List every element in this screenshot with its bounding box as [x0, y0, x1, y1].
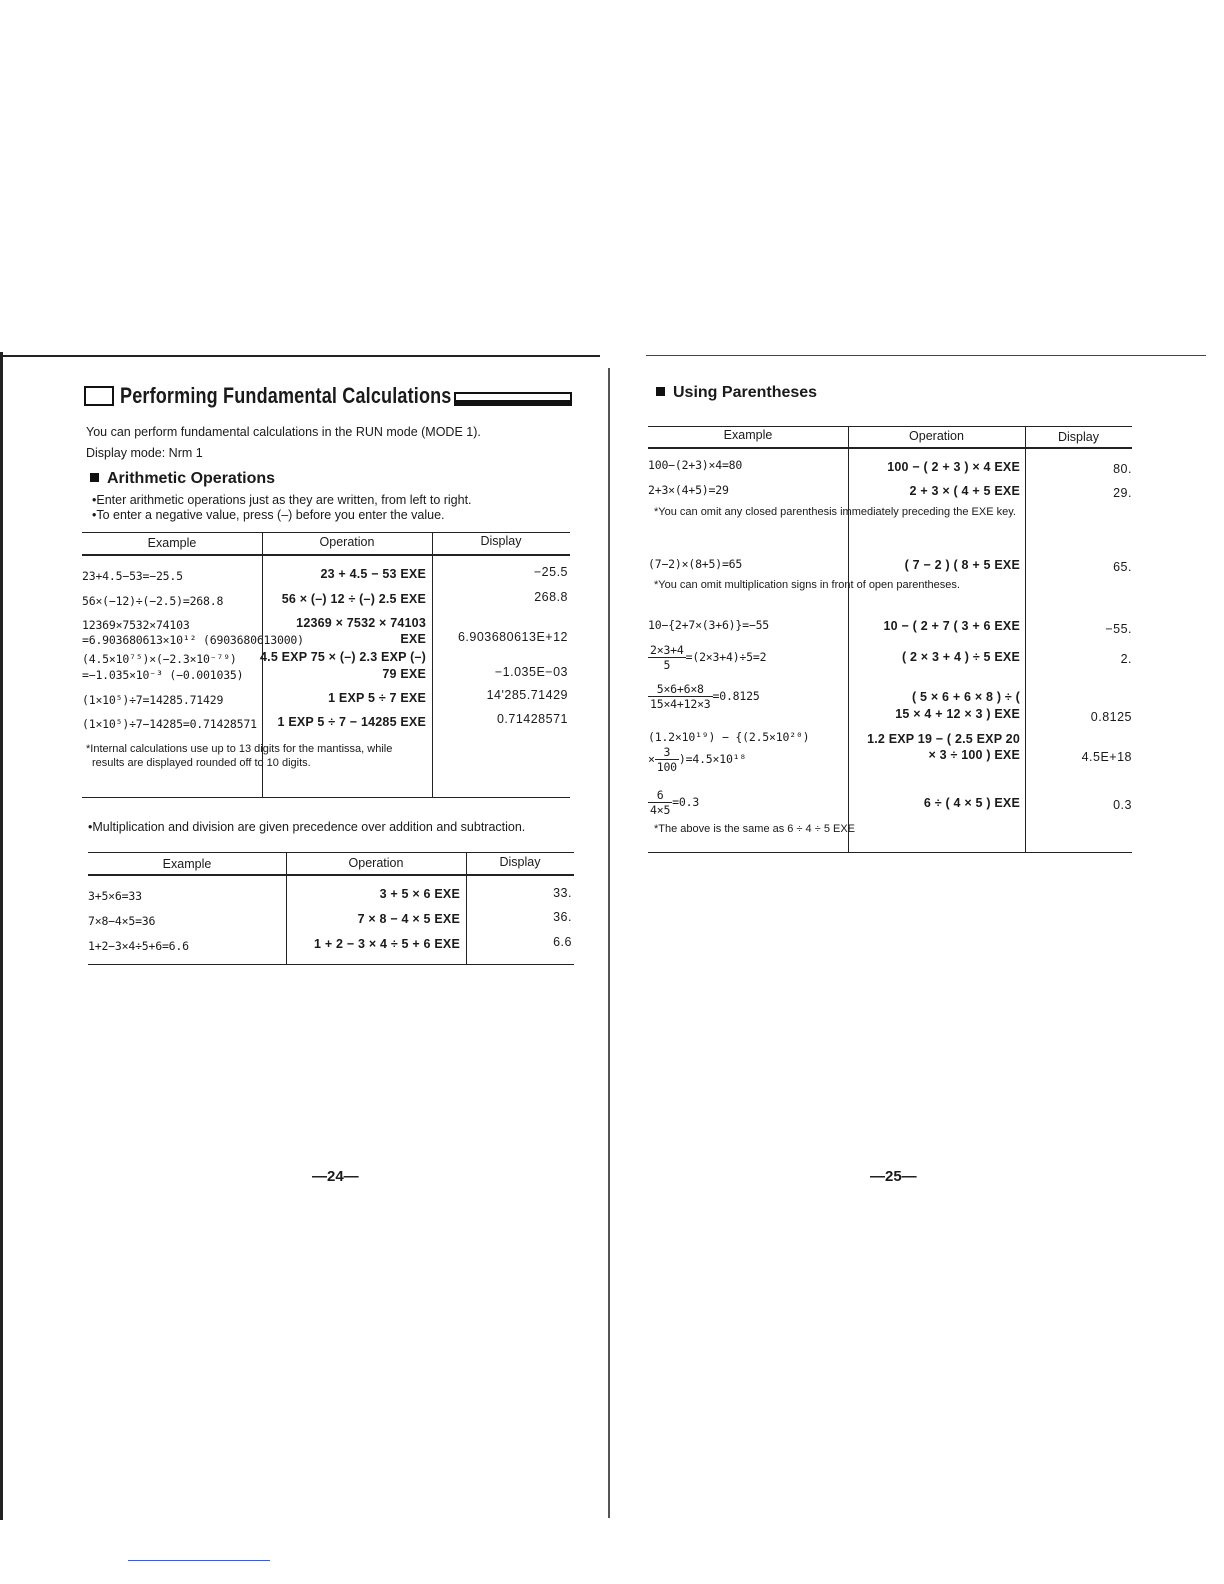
table-cell: =6.903680613×10¹² (6903680613000) — [82, 633, 304, 647]
table-cell: 33. — [553, 886, 572, 900]
table-cell: 80. — [1113, 462, 1132, 476]
table-cell: 15 × 4 + 12 × 3 ) EXE — [895, 707, 1020, 721]
table-cell: 12369×7532×74103 — [82, 618, 190, 632]
fraction-result: =(2×3+4)÷5=2 — [685, 650, 767, 664]
parentheses-table — [648, 426, 1132, 854]
fraction-numerator: 2×3+4 — [650, 643, 684, 657]
table-note: *You can omit multiplication signs in front of open parentheses. — [654, 579, 960, 591]
fraction-result: =0.8125 — [712, 689, 760, 703]
fraction-prefix: × — [648, 752, 655, 766]
table-bottom-rule — [648, 852, 1132, 853]
precedence-table — [88, 852, 574, 966]
table-note: *The above is the same as 6 ÷ 4 ÷ 5 EXE — [654, 823, 856, 835]
table-cell: 6 ÷ ( 4 × 5 ) EXE — [923, 796, 1020, 810]
table-cell: 65. — [1113, 560, 1132, 574]
fraction-numerator: 6 — [648, 788, 672, 803]
precedence-note: •Multiplication and division are given precedence over addition and subtraction. — [88, 820, 526, 834]
table-header-rule — [88, 874, 574, 876]
table-header-rule — [82, 554, 570, 556]
bullet-2: •To enter a negative value, press (–) before you enter the value. — [92, 508, 445, 522]
square-bullet-icon — [90, 473, 99, 482]
table-cell: ( 2 × 3 + 4 ) ÷ 5 EXE — [901, 650, 1020, 664]
arithmetic-heading — [90, 470, 275, 488]
table-cell: −1.035E−03 — [494, 665, 568, 679]
fraction-denominator: 5 — [663, 658, 671, 672]
intro-line-2: Display mode: Nrm 1 — [86, 446, 203, 460]
parentheses-heading — [656, 384, 817, 402]
table-cell: 1.2 EXP 19 − ( 2.5 EXP 20 — [867, 732, 1020, 746]
table-note: *Internal calculations use up to 13 digits for the mantissa, while — [86, 743, 393, 755]
fraction-denominator: 15×4+12×3 — [650, 697, 711, 711]
bullet-1: •Enter arithmetic operations just as they are written, from left to right. — [92, 493, 472, 507]
table-cell: 1+2−3×4÷5+6=6.6 — [88, 939, 189, 953]
title-decoration — [454, 392, 572, 406]
square-bullet-icon — [656, 387, 665, 396]
table-cell: 10 − ( 2 + 7 ( 3 + 6 EXE — [883, 619, 1020, 633]
fraction — [648, 682, 713, 711]
table-cell: 7 × 8 − 4 × 5 EXE — [357, 912, 460, 926]
left-page — [0, 0, 610, 1584]
table-cell: EXE — [400, 632, 426, 646]
fraction-denominator: 100 — [656, 760, 677, 774]
table-top-rule — [82, 532, 570, 533]
table-cell: × 3 ÷ 100 ) EXE — [928, 748, 1020, 762]
table-bottom-rule — [82, 797, 570, 798]
header-example: Example — [723, 428, 773, 442]
header-operation: Operation — [909, 429, 964, 443]
fraction — [648, 643, 686, 672]
table-cell: 2 + 3 × ( 4 + 5 EXE — [909, 484, 1020, 498]
fraction-example — [648, 788, 699, 817]
arithmetic-heading-text: Arithmetic Operations — [107, 470, 276, 487]
table-cell: 10−{2+7×(3+6)}=−55 — [648, 618, 770, 632]
page-number: —24— — [312, 1168, 359, 1185]
table-cell: −55. — [1105, 622, 1132, 636]
table-cell: 79 EXE — [382, 667, 426, 681]
table-cell: (1×10⁵)÷7=14285.71429 — [82, 693, 224, 707]
table-cell: 56×(−12)÷(−2.5)=268.8 — [82, 594, 224, 608]
fraction-numerator: 5×6+6×8 — [648, 682, 713, 697]
table-cell: 23 + 4.5 − 53 EXE — [320, 567, 426, 581]
table-header-rule — [648, 447, 1132, 449]
header-example: Example — [147, 536, 197, 550]
header-display: Display — [499, 855, 541, 869]
header-operation: Operation — [348, 856, 404, 870]
fraction-example — [648, 643, 766, 672]
header-display: Display — [480, 534, 522, 548]
page-title: Performing Fundamental Calculations — [120, 383, 452, 408]
table-cell: 7×8−4×5=36 — [88, 914, 156, 928]
table-cell: (1.2×10¹⁹) − {(2.5×10²⁰) — [648, 730, 810, 744]
table-cell: (1×10⁵)÷7−14285=0.71428571 — [82, 717, 257, 731]
table-cell: 1 EXP 5 ÷ 7 − 14285 EXE — [277, 715, 426, 729]
page-number: —25— — [870, 1168, 917, 1185]
fraction-example — [648, 682, 760, 711]
table-cell: 100−(2+3)×4=80 — [648, 458, 743, 472]
table-cell: 0.3 — [1113, 798, 1132, 812]
table-cell: 4.5 EXP 75 × (–) 2.3 EXP (–) — [260, 650, 426, 664]
table-cell: 0.8125 — [1090, 710, 1132, 724]
table-top-rule — [88, 852, 574, 853]
table-cell: 6.6 — [553, 935, 572, 949]
table-note: results are displayed rounded off to 10 digits. — [92, 757, 311, 769]
table-cell: 268.8 — [534, 590, 568, 604]
fraction-numerator: 3 — [655, 745, 679, 760]
fraction — [655, 745, 679, 774]
table-cell: 23+4.5−53=−25.5 — [82, 569, 183, 583]
table-cell: 1 EXP 5 ÷ 7 EXE — [328, 691, 426, 705]
table-cell: ( 7 − 2 ) ( 8 + 5 EXE — [904, 558, 1020, 572]
table-cell: 100 − ( 2 + 3 ) × 4 EXE — [887, 460, 1020, 474]
fraction — [648, 788, 672, 817]
table-cell: ( 5 × 6 + 6 × 8 ) ÷ ( — [912, 690, 1020, 704]
table-cell: 2. — [1120, 652, 1132, 666]
header-example: Example — [162, 857, 212, 871]
table-top-rule — [648, 426, 1132, 427]
column-divider — [432, 532, 433, 798]
arithmetic-table — [82, 532, 570, 798]
column-divider — [848, 426, 849, 852]
table-cell: 1 + 2 − 3 × 4 ÷ 5 + 6 EXE — [314, 937, 460, 951]
parentheses-heading-text: Using Parentheses — [673, 384, 818, 401]
table-cell: 29. — [1113, 486, 1132, 500]
table-bottom-rule — [88, 964, 574, 965]
table-cell: 0.71428571 — [496, 712, 568, 726]
table-cell: −25.5 — [533, 565, 568, 579]
table-cell: 2+3×(4+5)=29 — [648, 483, 729, 497]
table-cell: 36. — [553, 910, 572, 924]
table-cell: 12369 × 7532 × 74103 — [296, 616, 426, 630]
fraction-result: =0.3 — [672, 795, 700, 809]
table-cell: 3 + 5 × 6 EXE — [379, 887, 460, 901]
header-display: Display — [1058, 430, 1099, 444]
table-cell: 4.5E+18 — [1081, 750, 1132, 764]
bottom-underline — [128, 1560, 270, 1561]
table-note: *You can omit any closed parenthesis immediately preceding the EXE key. — [654, 506, 1016, 518]
table-cell: 56 × (–) 12 ÷ (–) 2.5 EXE — [281, 592, 426, 606]
table-cell: 3+5×6=33 — [88, 889, 142, 903]
table-cell: 14'285.71429 — [486, 688, 568, 702]
fraction-denominator: 4×5 — [650, 803, 671, 817]
intro-line-1: You can perform fundamental calculations in the RUN mode (MODE 1). — [86, 425, 481, 439]
header-operation: Operation — [319, 535, 375, 549]
table-cell: (4.5×10⁷⁵)×(−2.3×10⁻⁷⁹) — [82, 652, 237, 666]
table-cell: 6.903680613E+12 — [457, 630, 568, 644]
right-page — [612, 0, 1224, 1584]
fraction-example — [648, 745, 746, 774]
title-box-icon — [84, 386, 114, 406]
table-cell: (7−2)×(8+5)=65 — [648, 557, 743, 571]
column-divider — [1025, 426, 1026, 852]
table-cell: =−1.035×10⁻³ (−0.001035) — [82, 668, 244, 682]
fraction-result: )=4.5×10¹⁸ — [678, 752, 747, 766]
